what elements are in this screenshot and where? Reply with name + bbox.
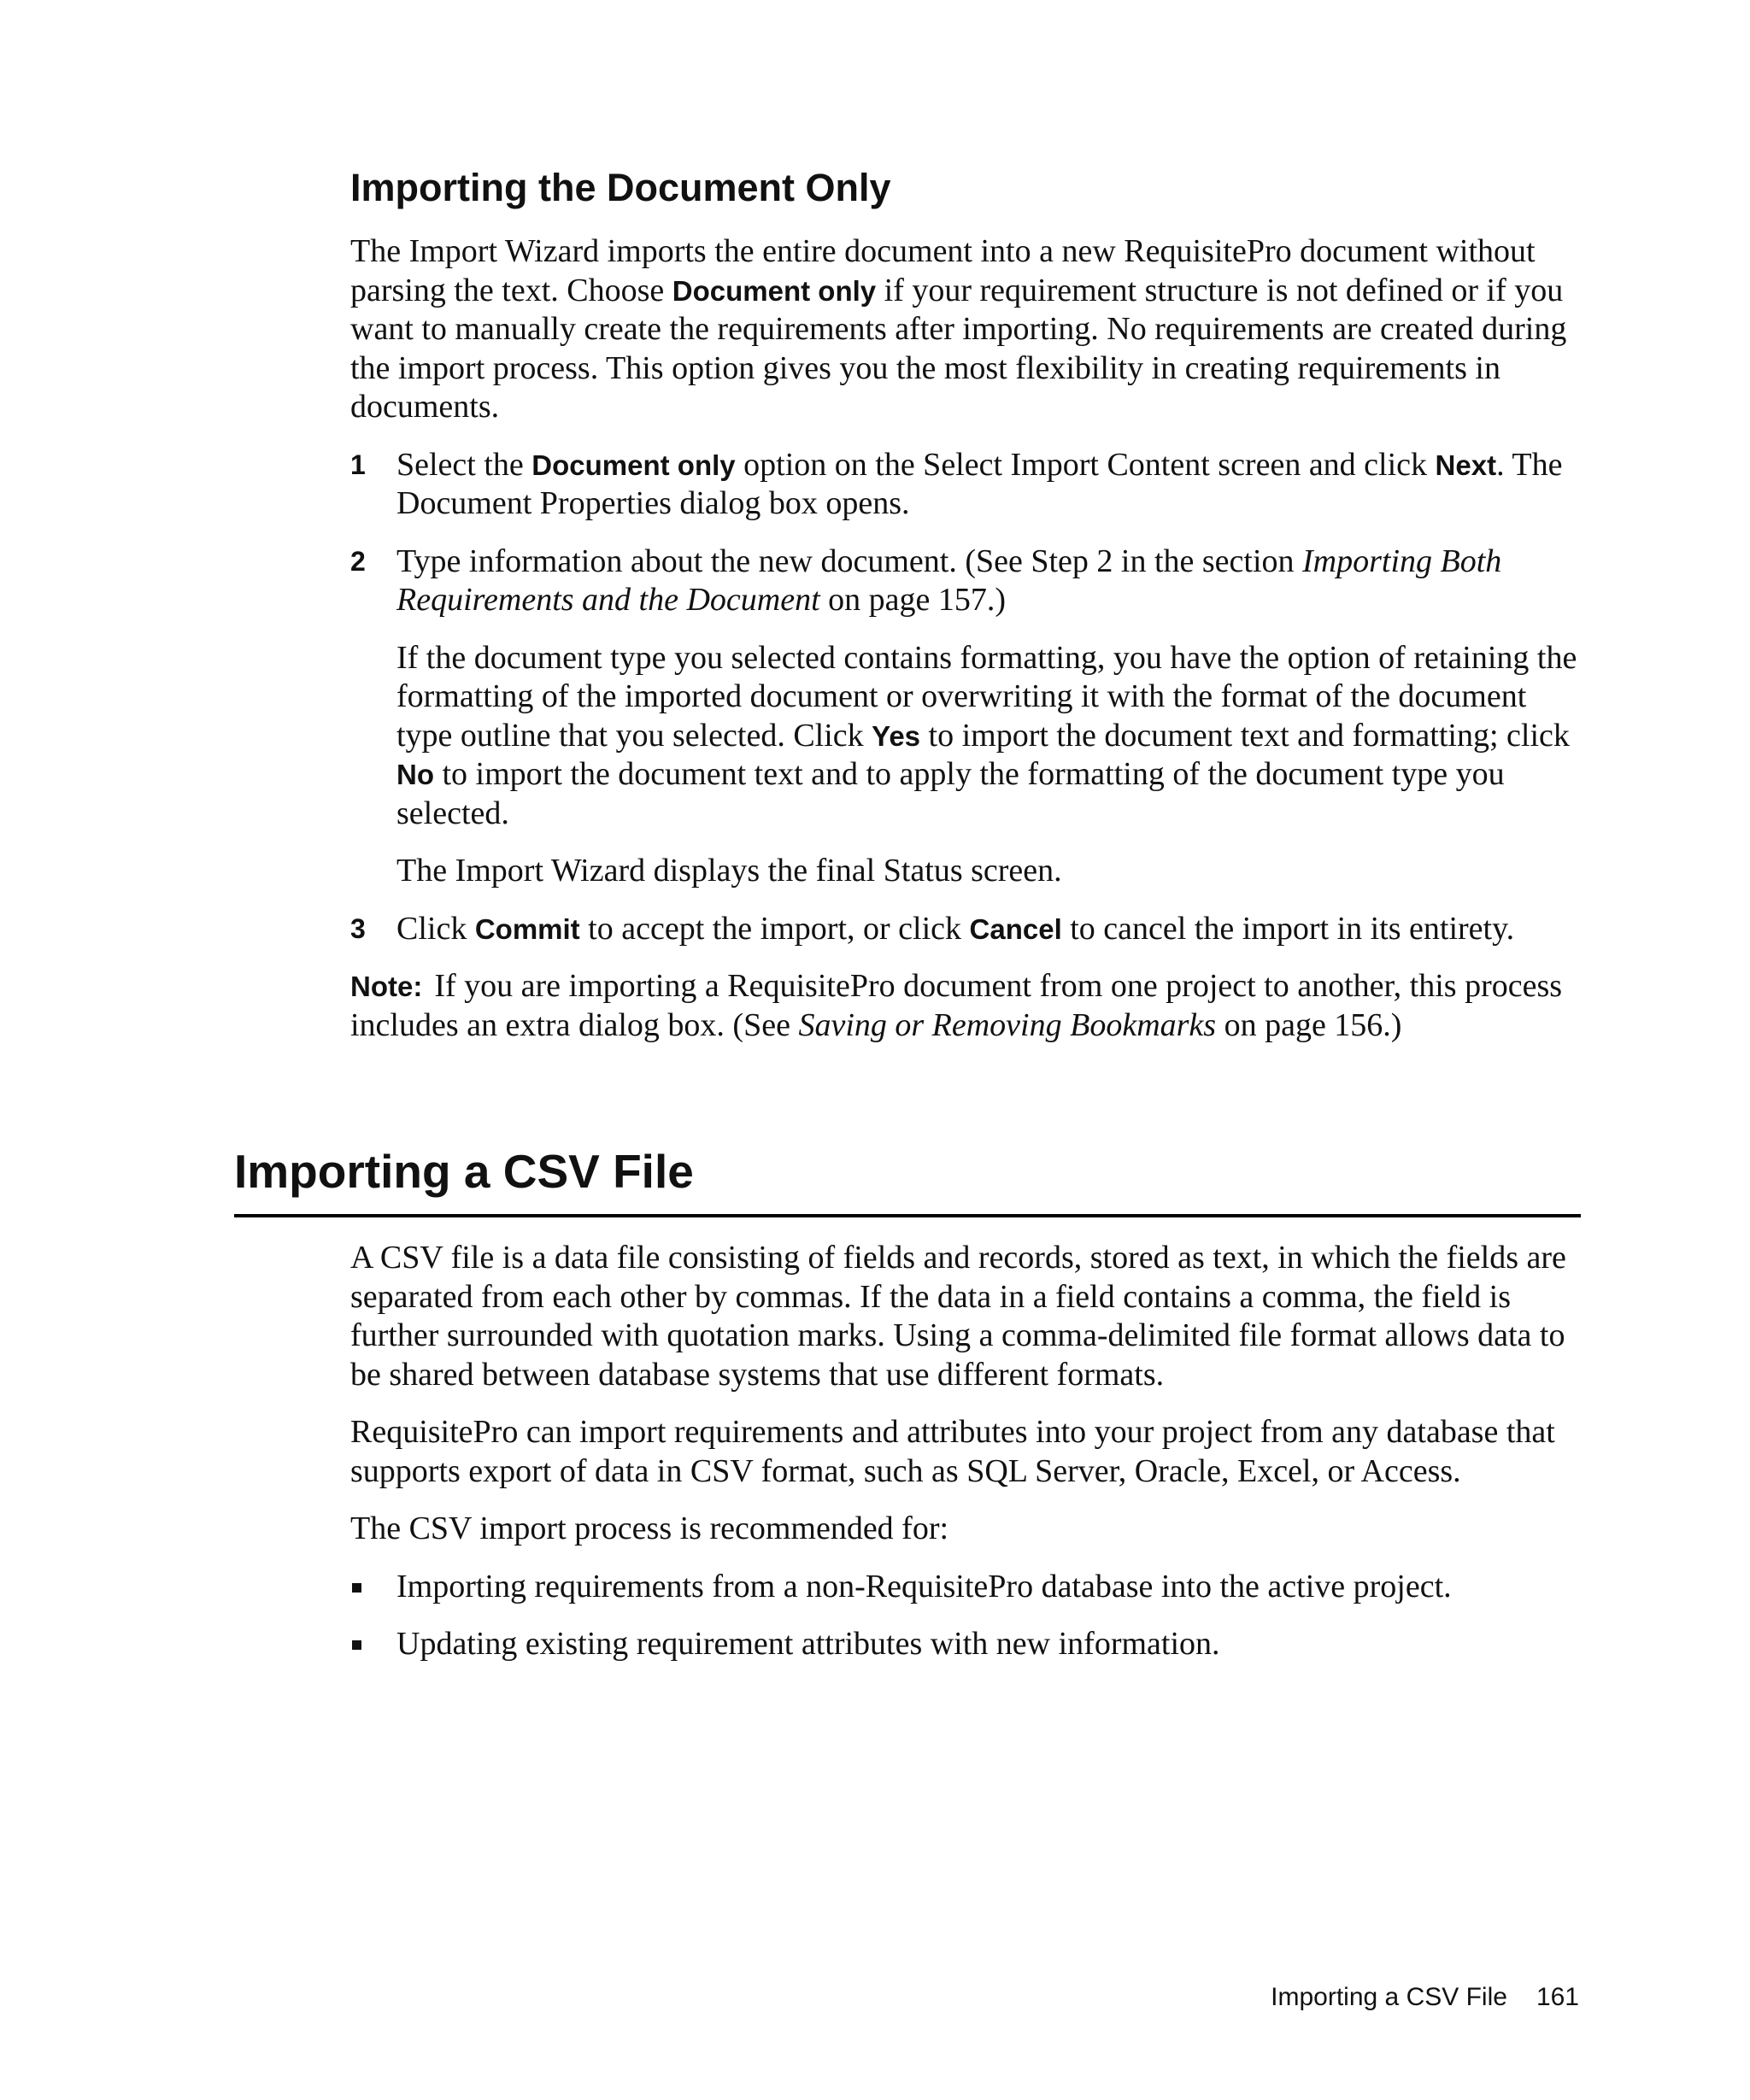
chapter-heading: Importing a CSV File [234,1145,694,1198]
step-1: 1 Select the Document only option on the Select Import Content screen and click Next. The Document Properties dialog box opens. [350,446,1563,521]
step-2-formatting-paragraph: If the document type you selected contains formatting, you have the option of retaining the formatting of the imported document or overwriting it with the format of the document type outline that you selected. Click Yes to import the document text and formatting; click No to import the document text and to apply the formatting of the document type you selected. [396,639,1577,831]
csv-definition-paragraph: A CSV file is a data file consisting of fields and records, stored as text, in which the fields are separated from each other by commas. If the data in a field contains a comma, the field is further surrounded with quotation marks. Using a comma-delimited file format allows data to be shared between database systems that use different formats. [350,1240,1566,1393]
page-number: 161 [1536,1983,1579,2011]
page-footer [1271,1980,1579,2015]
ui-term: No [396,759,434,790]
step-2-status-paragraph: The Import Wizard displays the final Status screen. [396,853,1062,889]
step-2: 2 Type information about the new document. (See Step 2 in the section Importing Both Requirements and the Document on page 157.) [350,543,1502,618]
list-item: Importing requirements from a non-RequisitePro database into the active project. [350,1568,1581,1607]
section-csv-file [350,1239,1581,1683]
cross-reference-link[interactable]: Importing Both Requirements and the Document [396,543,1502,618]
bullet-square-icon [352,1583,361,1593]
section-heading: Importing the Document Only [350,166,891,209]
footer-section-title: Importing a CSV File [1271,1983,1507,2011]
heading-rule [234,1214,1581,1217]
intro-paragraph: The Import Wizard imports the entire document into a new RequisitePro document without parsing the text. Choose Document only if your requirement structure is not defined or if you want to manually create the requirements after importing. No requirements are created during the import process. This option gives you the most flexibility in creating requirements in documents. [350,233,1567,425]
cross-reference-link[interactable]: Saving or Removing Bookmarks [798,1006,1217,1043]
note-label: Note: [350,971,423,1002]
ui-term: Yes [872,719,921,752]
section-document-only [350,162,1581,1064]
ui-term: Document only [531,449,736,481]
step-number: 2 [350,545,366,577]
csv-sources-paragraph: RequisitePro can import requirements and attributes into your project from any database that supports export of data in CSV format, such as SQL Server, Oracle, Excel, or Access. [350,1414,1555,1489]
step-number: 1 [350,449,366,480]
note-paragraph: Note: If you are importing a RequisitePro document from one project to another, this process includes an extra dialog box. (See Saving or Removing Bookmarks on page 156.) [350,968,1563,1043]
ui-term: Cancel [969,912,1062,945]
ui-term: Commit [474,912,580,945]
list-item: Updating existing requirement attributes with new information. [350,1625,1581,1664]
bullet-square-icon [352,1640,361,1650]
csv-recommended-paragraph: The CSV import process is recommended for: [350,1510,949,1546]
step-3: 3 Click Commit to accept the import, or click Cancel to cancel the import in its entirety. [350,910,1581,949]
ui-term: Document only [672,274,877,307]
section-csv-heading-block [234,1141,1581,1217]
step-number: 3 [350,912,366,944]
ui-term: Next [1435,449,1497,481]
